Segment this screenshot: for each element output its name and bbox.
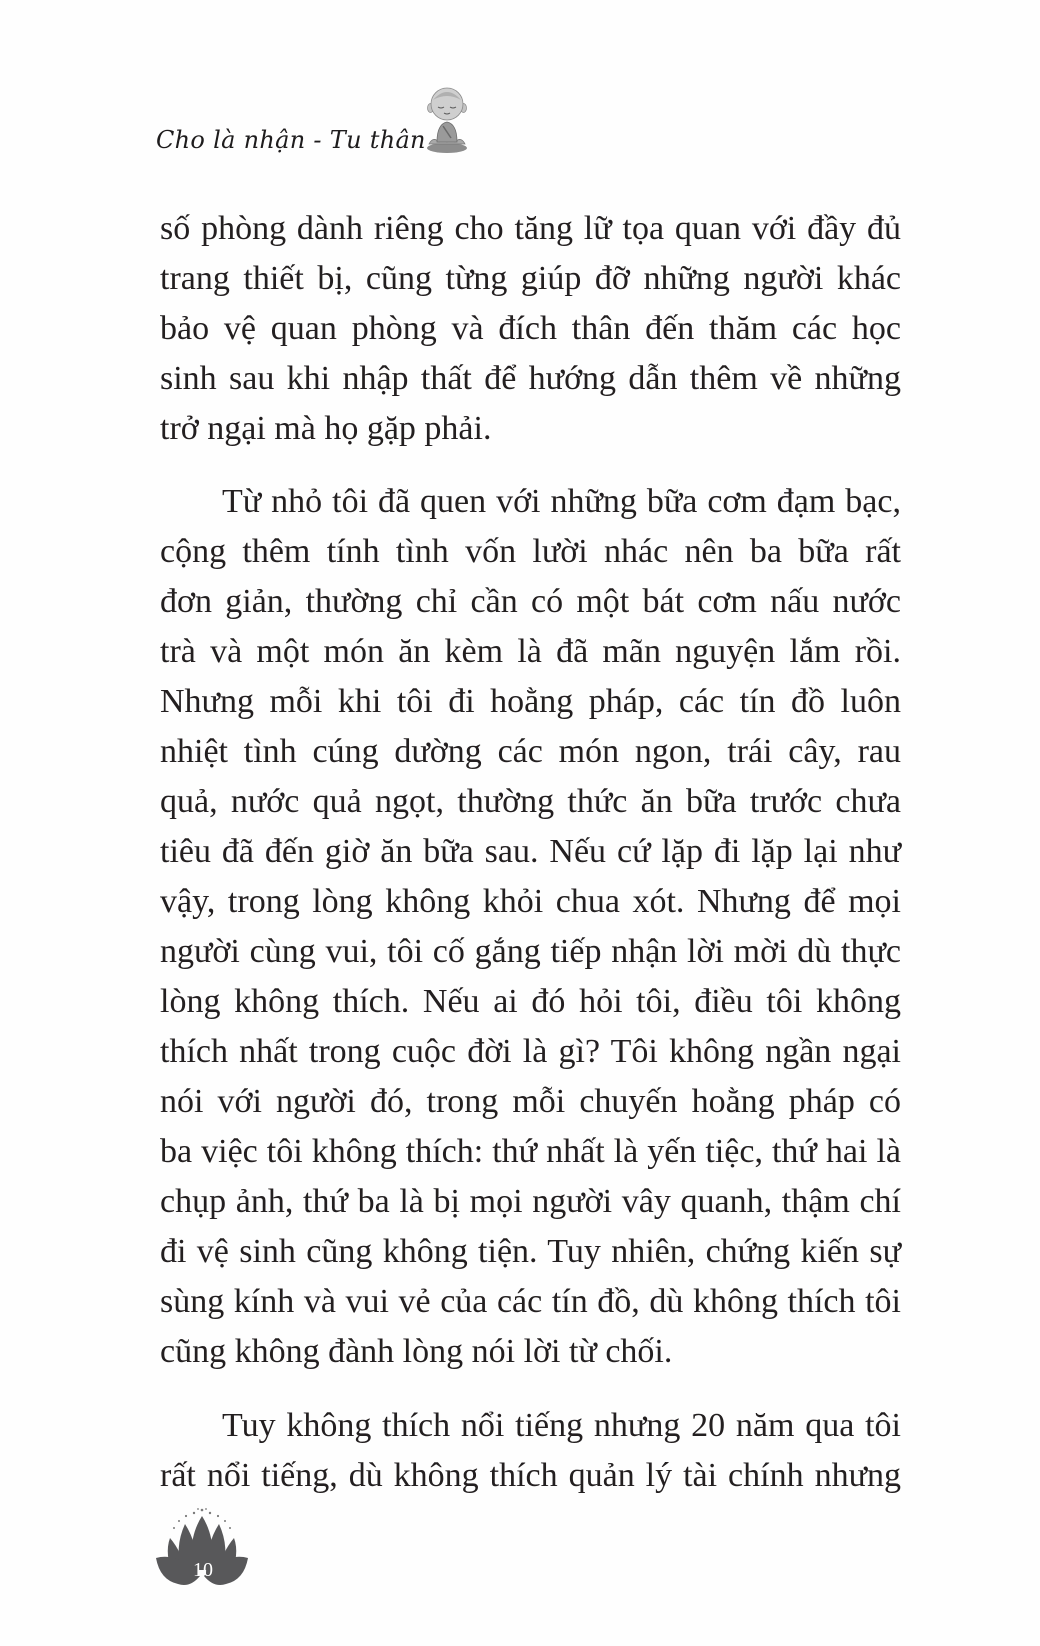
text-line-content: trà và một món ăn kèm là đã mãn nguyện lắm rồi. [160,633,901,670]
text-line [160,777,901,827]
text-line [160,1401,901,1451]
text-line [160,354,901,404]
text-line [160,1127,901,1177]
text-line-content: bảo vệ quan phòng và đích thân đến thăm các học [160,310,901,347]
text-line [160,527,901,577]
text-line-content: lòng không thích. Nếu ai đó hỏi tôi, điều tôi không [160,983,901,1020]
text-line-content: đi vệ sinh cũng không tiện. Tuy nhiên, chứng kiến sự [160,1233,901,1270]
text-line-content: nhiệt tình cúng dường các món ngon, trái cây, rau [160,733,901,770]
text-line-content: rất nổi tiếng, dù không thích quản lý tài chính nhưng [160,1457,901,1494]
text-line [160,1327,901,1377]
text-line [160,1451,901,1501]
text-line-content: Tuy không thích nổi tiếng nhưng 20 năm qua tôi [222,1407,901,1444]
text-line [160,927,901,977]
paragraph [160,204,901,454]
text-line [160,827,901,877]
text-line [160,1027,901,1077]
text-line [160,877,901,927]
text-line-content: nói với người đó, trong mỗi chuyến hoằng pháp có [160,1083,901,1120]
text-line [160,1277,901,1327]
text-line-content: số phòng dành riêng cho tăng lữ tọa quan với đầy đủ [160,210,901,247]
text-line [160,627,901,677]
text-line-content: Từ nhỏ tôi đã quen với những bữa cơm đạm bạc, [222,483,901,520]
text-line-content: thích nhất trong cuộc đời là gì? Tôi không ngần ngại [160,1033,901,1070]
text-line [160,254,901,304]
text-line-content: người cùng vui, tôi cố gắng tiếp nhận lời mời dù thực [160,933,901,970]
text-line [160,727,901,777]
text-line [160,477,901,527]
lotus-icon [152,1508,252,1588]
text-line-content: cộng thêm tính tình vốn lười nhác nên ba bữa rất [160,533,901,570]
text-line-content: đơn giản, thường chỉ cần có một bát cơm nấu nước [160,583,901,620]
text-line [160,677,901,727]
text-line [160,204,901,254]
text-line-content: trở ngại mà họ gặp phải. [160,410,492,447]
text-line [160,1077,901,1127]
text-line-content: sùng kính và vui vẻ của các tín đồ, dù không thích tôi [160,1283,901,1320]
running-title: Cho là nhận - Tu thân [156,126,426,154]
text-line [160,304,901,354]
meditating-monk-icon [423,86,471,154]
text-line [160,577,901,627]
text-line-content: vậy, trong lòng không khỏi chua xót. Nhưng để mọi [160,883,901,920]
text-line [160,1227,901,1277]
text-line-content: tiêu đã đến giờ ăn bữa sau. Nếu cứ lặp đi lặp lại như [160,833,901,870]
paragraph [160,477,901,1377]
text-line-content: chụp ảnh, thứ ba là bị mọi người vây quanh, thậm chí [160,1183,901,1220]
text-line [160,977,901,1027]
text-line-content: sinh sau khi nhập thất để hướng dẫn thêm về những [160,360,901,397]
text-line-content: quả, nước quả ngọt, thường thức ăn bữa trước chưa [160,783,901,820]
text-line-content: trang thiết bị, cũng từng giúp đỡ những người khác [160,260,901,297]
text-line-content: Nhưng mỗi khi tôi đi hoằng pháp, các tín đồ luôn [160,683,901,720]
text-line-content: ba việc tôi không thích: thứ nhất là yến tiệc, thứ hai là [160,1133,901,1170]
text-line [160,404,901,454]
paragraph [160,1401,901,1501]
text-line [160,1177,901,1227]
text-line-content: cũng không đành lòng nói lời từ chối. [160,1333,673,1370]
page-number: 10 [193,1559,213,1581]
